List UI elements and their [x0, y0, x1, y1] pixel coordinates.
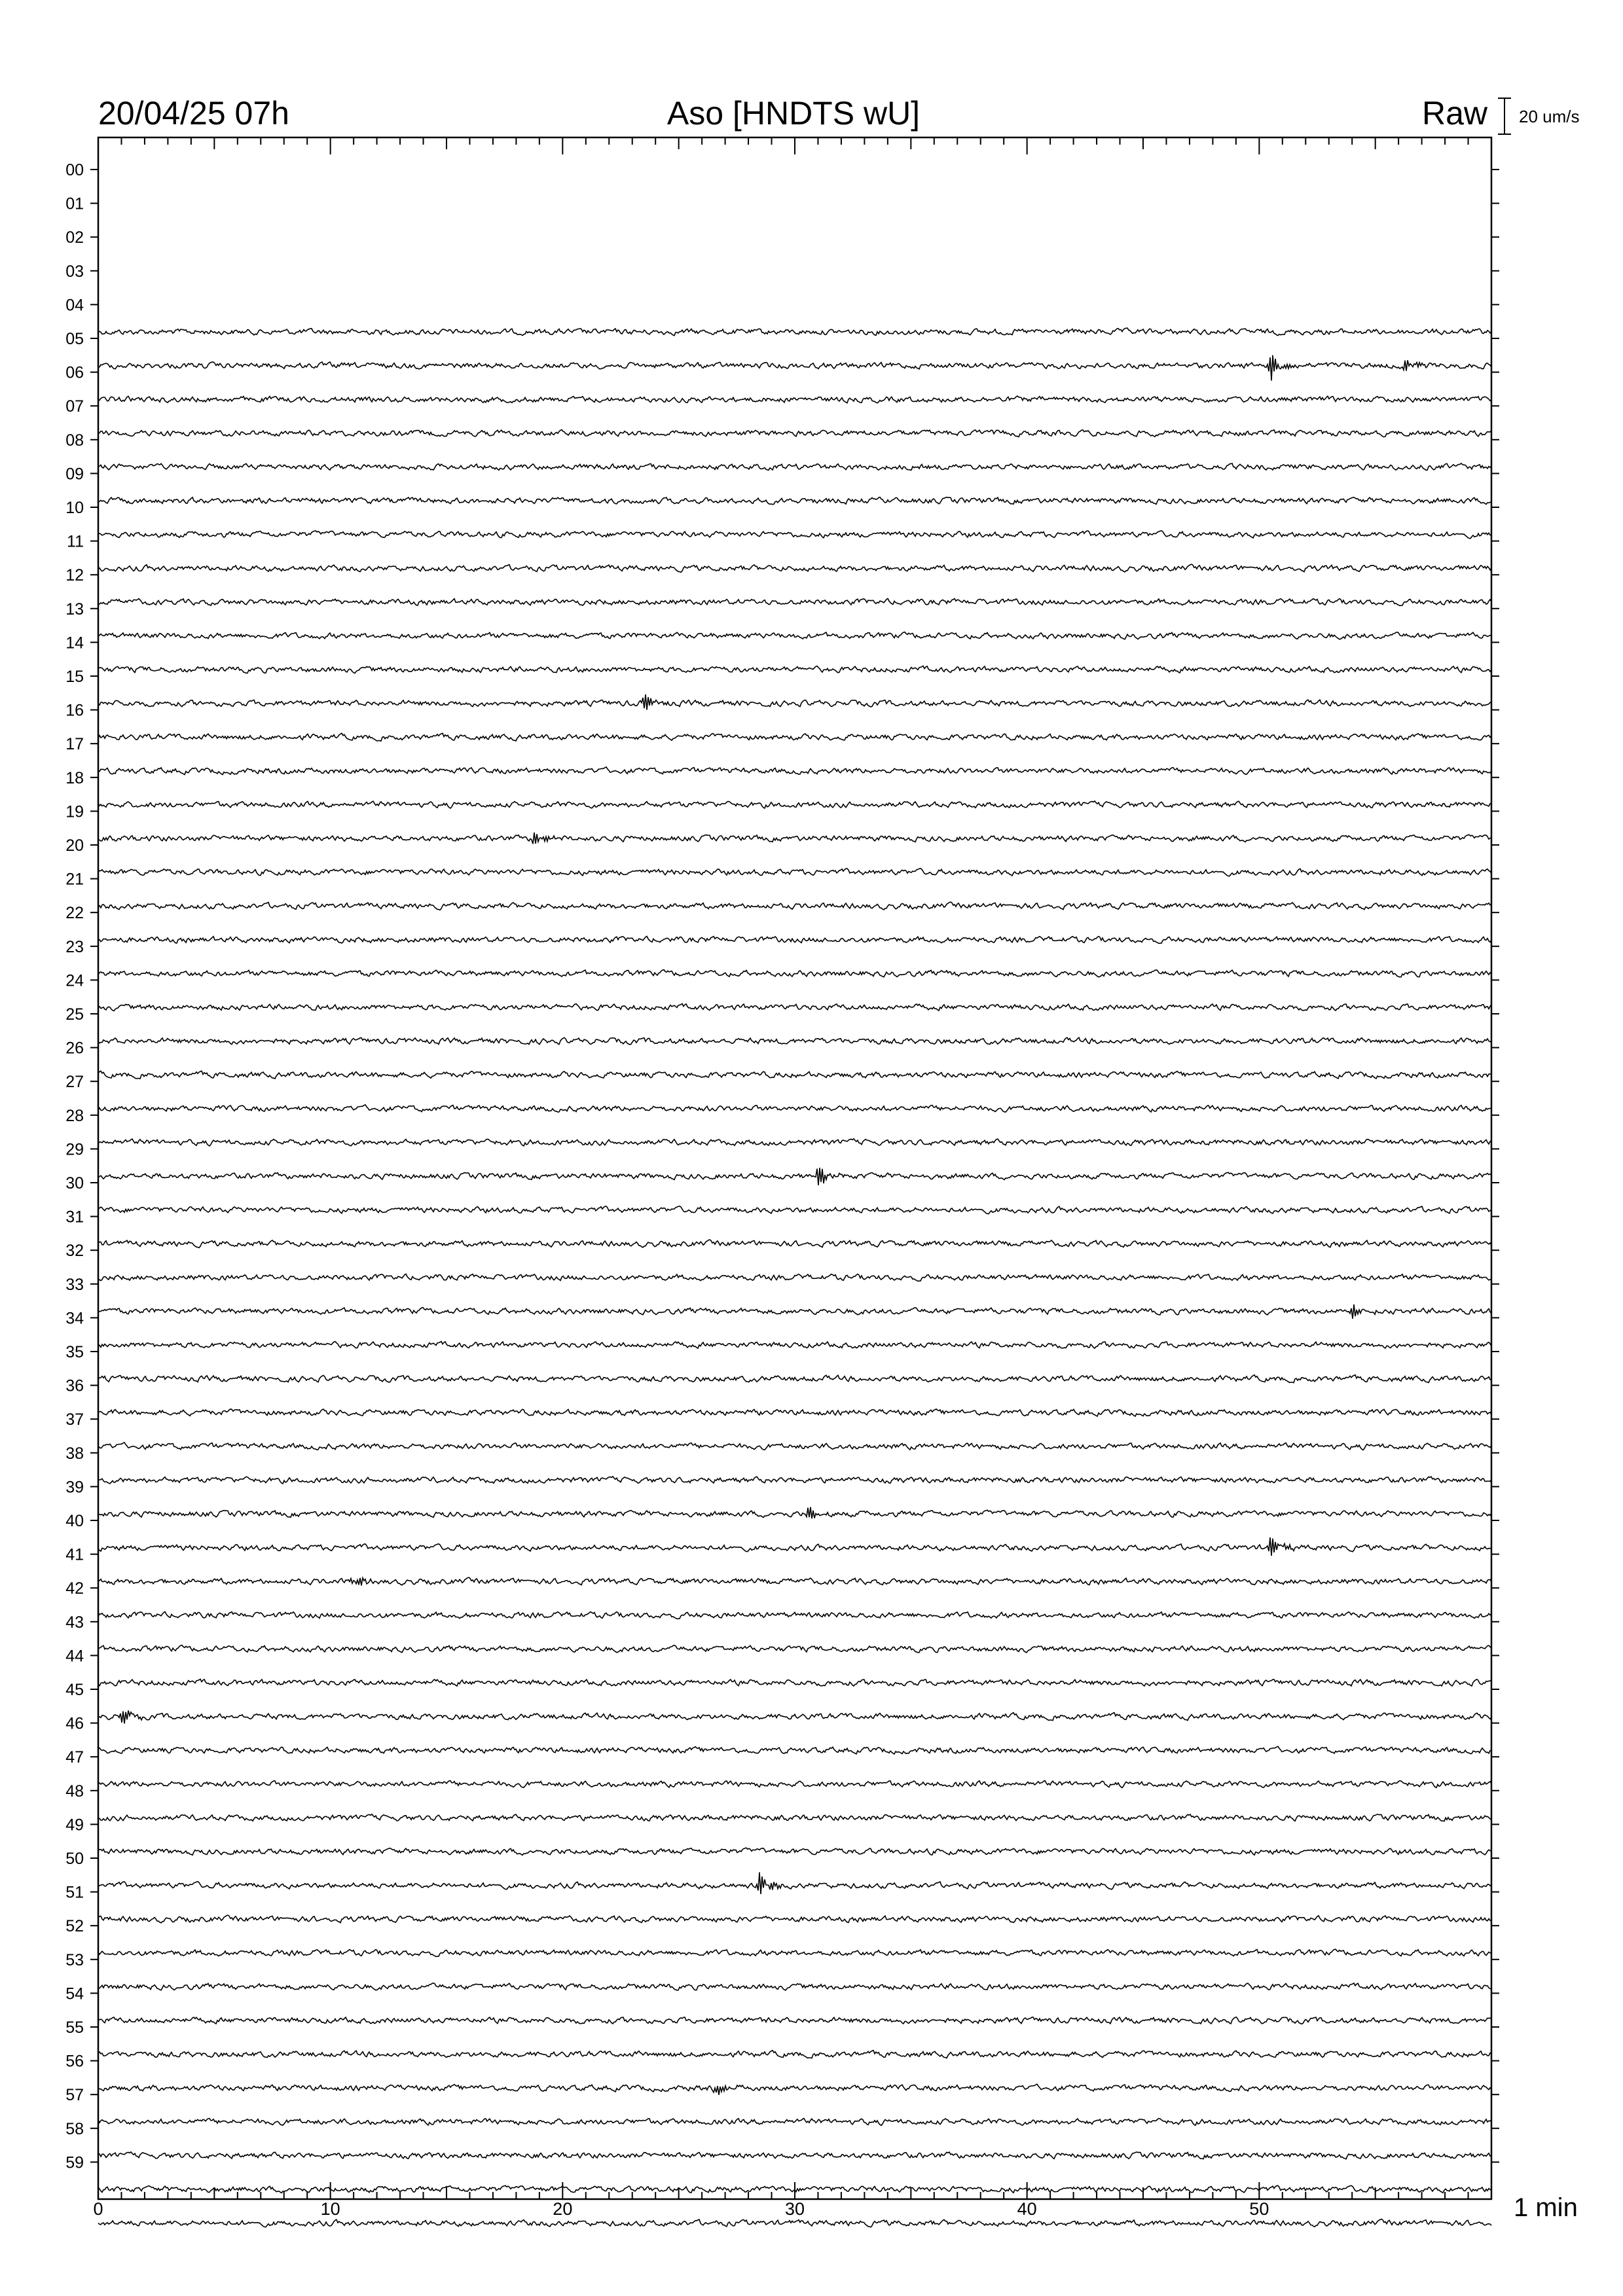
row-label-05: 05: [65, 330, 84, 348]
row-label-33: 33: [65, 1275, 84, 1294]
trace-row-33: [98, 1274, 1491, 1282]
row-label-37: 37: [65, 1410, 84, 1429]
row-label-13: 13: [65, 600, 84, 619]
trace-row-51: [98, 1873, 1491, 1894]
row-label-16: 16: [65, 701, 84, 720]
row-label-00: 00: [65, 161, 84, 179]
row-label-38: 38: [65, 1444, 84, 1463]
trace-row-21: [98, 869, 1491, 876]
row-label-53: 53: [65, 1950, 84, 1969]
row-label-10: 10: [65, 499, 84, 517]
trace-row-07: [98, 396, 1491, 403]
trace-row-59: [98, 2152, 1491, 2159]
trace-row-23: [98, 937, 1491, 944]
row-label-44: 44: [65, 1647, 84, 1666]
trace-row-24: [98, 970, 1491, 977]
row-label-47: 47: [65, 1748, 84, 1767]
row-label-21: 21: [65, 870, 84, 889]
row-label-07: 07: [65, 397, 84, 416]
trace-row-38: [98, 1443, 1491, 1450]
trace-row-47: [98, 1746, 1491, 1754]
trace-row-49: [98, 1814, 1491, 1821]
trace-row-43: [98, 1612, 1491, 1619]
row-label-30: 30: [65, 1174, 84, 1193]
row-label-45: 45: [65, 1681, 84, 1699]
row-label-42: 42: [65, 1579, 84, 1598]
row-label-22: 22: [65, 904, 84, 923]
plot-title: Aso [HNDTS wU]: [666, 95, 921, 132]
row-label-52: 52: [65, 1917, 84, 1936]
trace-row-35: [98, 1342, 1491, 1349]
row-label-49: 49: [65, 1816, 84, 1835]
trace-row-11: [98, 531, 1491, 539]
row-label-50: 50: [65, 1850, 84, 1868]
row-label-18: 18: [65, 768, 84, 787]
trace-row-15: [98, 666, 1491, 673]
row-label-26: 26: [65, 1039, 84, 1058]
row-label-39: 39: [65, 1478, 84, 1497]
row-label-27: 27: [65, 1073, 84, 1092]
trace-row-34: [98, 1304, 1491, 1319]
row-label-08: 08: [65, 431, 84, 450]
row-label-25: 25: [65, 1005, 84, 1024]
trace-row-06: [98, 355, 1491, 381]
row-label-51: 51: [65, 1883, 84, 1902]
row-label-59: 59: [65, 2153, 84, 2172]
row-label-29: 29: [65, 1140, 84, 1159]
row-label-01: 01: [65, 194, 84, 213]
seismic-traces: [98, 328, 1491, 2227]
trace-row-14: [98, 632, 1491, 639]
trace-row-05: [98, 328, 1491, 336]
row-label-12: 12: [65, 566, 84, 585]
trace-row-45: [98, 1679, 1491, 1687]
row-label-09: 09: [65, 465, 84, 484]
row-label-06: 06: [65, 363, 84, 382]
x-tick-label-50: 50: [1249, 2199, 1269, 2219]
trace-row-36: [98, 1375, 1491, 1383]
row-label-02: 02: [65, 228, 84, 247]
trace-row-30: [98, 1168, 1491, 1185]
trace-row-28: [98, 1105, 1491, 1112]
row-label-23: 23: [65, 937, 84, 956]
trace-row-16: [98, 694, 1491, 710]
trace-row-18: [98, 767, 1491, 775]
trace-row-10: [98, 497, 1491, 505]
trace-row-55: [98, 2017, 1491, 2024]
trace-row-50: [98, 1848, 1491, 1855]
trace-row-17: [98, 733, 1491, 741]
row-label-40: 40: [65, 1512, 84, 1530]
x-tick-label-0: 0: [93, 2199, 103, 2219]
trace-row-46: [98, 1710, 1491, 1723]
scale-bar-label: 20 um/s: [1519, 107, 1580, 126]
x-tick-label-10: 10: [320, 2199, 340, 2219]
row-label-46: 46: [65, 1714, 84, 1733]
trace-row-48: [98, 1781, 1491, 1788]
trace-row-37: [98, 1409, 1491, 1416]
row-label-55: 55: [65, 2018, 84, 2037]
trace-row-25: [98, 1004, 1491, 1011]
x-axis-ticks: [98, 137, 1491, 2199]
row-label-14: 14: [65, 634, 84, 653]
trace-row-27: [98, 1071, 1491, 1079]
row-label-15: 15: [65, 668, 84, 686]
plot-datetime: 20/04/25 07h: [98, 95, 289, 132]
trace-row-39: [98, 1477, 1491, 1484]
row-ticks: [90, 170, 1499, 2162]
trace-row-extra-2: [98, 2219, 1491, 2227]
trace-row-20: [98, 833, 1491, 844]
row-label-20: 20: [65, 836, 84, 855]
trace-row-56: [98, 2051, 1491, 2058]
row-label-41: 41: [65, 1545, 84, 1564]
trace-row-57: [98, 2084, 1491, 2094]
trace-row-52: [98, 1915, 1491, 1923]
plot-frame: [98, 137, 1491, 2199]
trace-row-40: [98, 1507, 1491, 1519]
row-label-36: 36: [65, 1376, 84, 1395]
row-label-35: 35: [65, 1343, 84, 1361]
row-label-28: 28: [65, 1106, 84, 1125]
x-axis-labels: [93, 2199, 1269, 2219]
row-label-19: 19: [65, 802, 84, 821]
x-tick-label-20: 20: [553, 2199, 573, 2219]
row-label-31: 31: [65, 1208, 84, 1227]
trace-row-31: [98, 1206, 1491, 1214]
row-label-32: 32: [65, 1242, 84, 1261]
trace-row-54: [98, 1983, 1491, 1990]
trace-row-19: [98, 801, 1491, 808]
trace-row-26: [98, 1037, 1491, 1045]
row-label-58: 58: [65, 2119, 84, 2138]
trace-row-09: [98, 463, 1491, 470]
trace-row-44: [98, 1645, 1491, 1653]
trace-row-29: [98, 1139, 1491, 1146]
scale-bar: [1498, 98, 1580, 134]
trace-row-12: [98, 564, 1491, 572]
row-label-48: 48: [65, 1782, 84, 1801]
row-labels: [65, 161, 84, 2172]
trace-row-08: [98, 430, 1491, 437]
plot-mode-label: Raw: [1421, 95, 1487, 132]
row-label-04: 04: [65, 296, 84, 315]
trace-row-53: [98, 1949, 1491, 1956]
x-tick-label-30: 30: [784, 2199, 805, 2219]
row-label-24: 24: [65, 971, 84, 990]
row-label-57: 57: [65, 2086, 84, 2105]
x-tick-label-40: 40: [1017, 2199, 1037, 2219]
trace-row-32: [98, 1240, 1491, 1247]
row-label-17: 17: [65, 735, 84, 754]
trace-row-41: [98, 1537, 1491, 1556]
x-unit-label: 1 min: [1514, 2193, 1578, 2222]
trace-row-58: [98, 2119, 1491, 2126]
trace-row-22: [98, 902, 1491, 910]
trace-row-42: [98, 1577, 1491, 1585]
row-label-11: 11: [67, 532, 84, 551]
trace-row-13: [98, 599, 1491, 606]
row-label-54: 54: [65, 1984, 84, 2003]
row-label-34: 34: [65, 1309, 84, 1328]
row-label-43: 43: [65, 1613, 84, 1632]
row-label-56: 56: [65, 2052, 84, 2071]
row-label-03: 03: [65, 262, 84, 281]
